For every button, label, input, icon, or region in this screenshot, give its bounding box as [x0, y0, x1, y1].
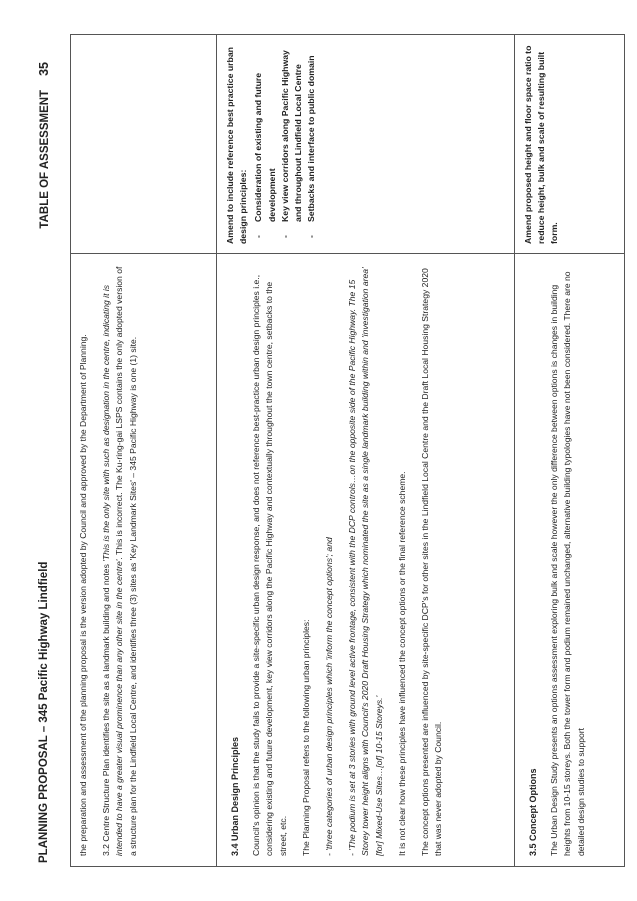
paragraph: the preparation and assessment of the planning proposal is the version adopted by Council and approved by the Department of Planning.	[78, 334, 88, 856]
list-item: - Consideration of existing and future development	[252, 43, 278, 244]
document-title: PLANNING PROPOSAL – 345 Pacific Highway Lindfield	[38, 561, 50, 863]
paragraph: It is not clear how these principles have influenced the concept options or the final reference scheme.	[396, 471, 407, 856]
recommendation-cell	[71, 35, 217, 254]
list-item: - Key view corridors along Pacific Highway and throughout Lindfield Local Centre	[279, 43, 305, 244]
text-span: 3.2 Centre Structure Plan identifies the site as a landmark building and notes	[101, 561, 112, 856]
section-header	[37, 62, 51, 229]
text-span: . This is incorrect. The Ku-ring-gai LSPS contains the only adopted version of a structure plan for the Lindfield Local Centre, and identifies three (3) sites as 'Key Landmark Sites' – 345 Pacific Highway is one (1) site.	[114, 266, 138, 856]
assessment-cell	[217, 254, 515, 867]
section-heading: 3.4 Urban Design Principles	[230, 736, 240, 856]
page-header	[0, 0, 60, 901]
assessment-cell	[71, 254, 217, 867]
page-number: 35	[37, 62, 51, 76]
table-row	[217, 35, 515, 867]
recommendation-list	[252, 43, 318, 244]
quote-paragraph: - 'three categories of urban design principles which 'inform the concept options'; and	[324, 537, 335, 856]
table-row	[515, 35, 625, 867]
paragraph: The concept options presented are influenced by site-specific DCP's for other sites in the Lindfield Local Centre and the Draft Local Housing Strategy 2020 that was never adopted by Council.	[420, 268, 444, 856]
recommendation-cell	[515, 35, 625, 254]
section-title: TABLE OF ASSESSMENT	[39, 89, 51, 229]
assessment-cell	[515, 254, 625, 867]
quote-paragraph: - 'The podium is set at 3 stories with ground level active frontage, consistent with the DCP controls…on the opposite side of the Pacific Highway. The 15 Storey tower height aligns with Council's 2020 Draft Housing Strategy which nominated the site as a single landmark building within and 'investigation area' [for] Mixed-Use Sites…[of] 10-15 Storeys.'	[347, 267, 384, 856]
paragraph	[100, 262, 140, 856]
section-heading: 3.5 Concept Options	[528, 768, 538, 856]
paragraph: The Urban Design Study presents an options assessment exploring bulk and scale however the only difference between options is changes in building heights from 10-15 storeys. Both the tower form and podium remained unchanged, alternative building typologies have not been considered. There are no detailed design studies to support	[549, 271, 586, 856]
assessment-table	[70, 34, 625, 867]
table-row	[71, 35, 217, 867]
recommendation-cell	[217, 35, 515, 254]
recommendation-text: Amend proposed height and floor space ratio to reduce height, bulk and scale of resulting built form.	[523, 45, 560, 244]
recommendation-intro: Amend to include reference best practice urban design principles:	[225, 47, 249, 244]
paragraph: Council's opinion is that the study fails to provide a site-specific urban design response, and does not reference best-practice urban design principles i.e., considering existing and future development, key view corridors along the Pacific Highway and contextually throughout the town centre, setbacks to the street, etc.	[251, 274, 288, 856]
paragraph: The Planning Proposal refers to the following urban principles:	[300, 619, 311, 856]
list-item: - Setbacks and interface to public domain	[305, 43, 318, 244]
quote-span: 'This is the only site with such as designation in the centre, indicating it is intended to have a greater visual prominence than any other site in the centre'	[101, 284, 125, 856]
